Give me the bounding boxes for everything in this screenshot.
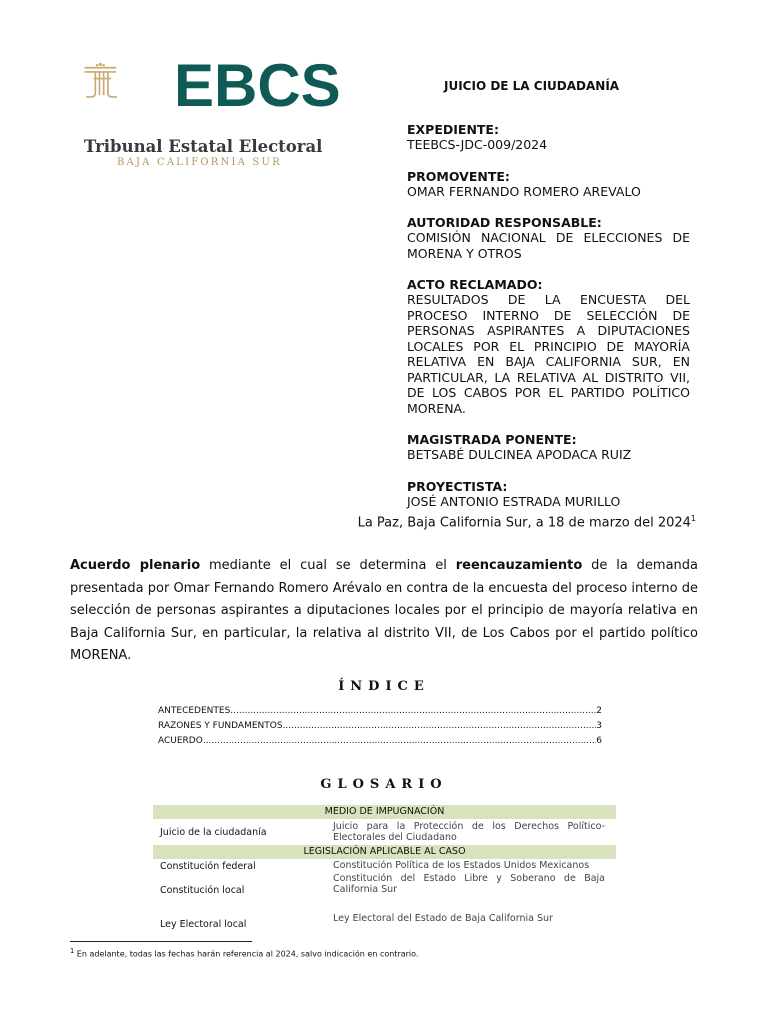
glossary-row (153, 819, 616, 845)
glossary-definition: Constitución del Estado Libre y Soberano de Baja California Sur (333, 873, 605, 895)
toc-page: 6 (596, 736, 602, 746)
toc-item[interactable] (158, 706, 602, 721)
field-label: MAGISTRADA PONENTE: (407, 432, 577, 447)
field-value: JOSÉ ANTONIO ESTRADA MURILLO (407, 493, 621, 509)
field-value: COMISIÓN NACIONAL DE ELECCIONES DE MORENA Y OTROS (407, 230, 690, 261)
table-of-contents (158, 706, 602, 751)
glossary-row (153, 913, 616, 935)
toc-label: RAZONES Y FUNDAMENTOS (158, 721, 283, 731)
intro-text: de la demanda presentada por Omar Fernando Romero Arévalo en contra de la encuesta del proceso interno de selección de personas aspirantes a diputaciones locales por el principio de mayoría relativa en Baja California Sur, en particular, la relativa al distrito VII, de Los Cabos por el partido político MORENA. (70, 558, 698, 663)
place-date-text: La Paz, Baja California Sur, a 18 de marzo del 2024 (357, 515, 691, 531)
field-value: RESULTADOS DE LA ENCUESTA DEL PROCESO INTERNO DE SELECCIÓN DE PERSONAS ASPIRANTES A DIPUTACIONES LOCALES POR EL PRINCIPIO DE MAYORÍA RELATIVA EN BAJA CALIFORNIA SUR, EN PARTICULAR, LA RELATIVA AL DISTRITO VII, DE LOS CABOS POR EL PARTIDO POLÍTICO MORENA. (407, 292, 690, 416)
index-title: ÍNDICE (338, 679, 430, 694)
footnote-mark: 1 (70, 947, 75, 955)
field-label: PROYECTISTA: (407, 478, 508, 494)
glossary-definition: Constitución Política de los Estados Unidos Mexicanos (333, 860, 590, 871)
field-proyectista (407, 479, 690, 510)
field-promovente (407, 169, 690, 200)
glossary-section-heading: LEGISLACIÓN APLICABLE AL CASO (153, 845, 616, 859)
organization-subtitle: BAJA CALIFORNIA SUR (117, 157, 282, 168)
glossary-title: GLOSARIO (320, 777, 448, 792)
glossary-row (153, 873, 616, 899)
intro-bold: reencauzamiento (455, 558, 583, 573)
tribunal-logo-emblem (82, 44, 182, 134)
field-value: BETSABÉ DULCINEA APODACA RUIZ (407, 447, 632, 462)
footnote-separator (70, 941, 252, 942)
field-autoridad (407, 215, 690, 261)
glossary-term: Constitución federal (160, 861, 256, 872)
field-expediente (407, 122, 690, 153)
field-value: OMAR FERNANDO ROMERO AREVALO (407, 183, 641, 199)
field-label: AUTORIDAD RESPONSABLE: (407, 215, 602, 230)
intro-bold: Acuerdo plenario (70, 558, 201, 573)
glossary-term: Juicio de la ciudadanía (160, 826, 267, 838)
field-label: ACTO RECLAMADO: (407, 277, 543, 292)
logo-wordmark: EBCS (174, 52, 341, 119)
intro-text: mediante el cual se determina el (200, 558, 456, 573)
field-label: PROMOVENTE: (407, 168, 510, 184)
case-fields (407, 122, 690, 525)
glossary-row (153, 860, 616, 873)
glossary-term: Constitución local (160, 884, 245, 896)
organization-name: Tribunal Estatal Electoral (84, 137, 323, 156)
field-value: TEEBCS-JDC-009/2024 (407, 137, 548, 152)
footnote-ref[interactable]: 1 (690, 514, 696, 523)
intro-paragraph (70, 555, 698, 668)
field-label: EXPEDIENTE: (407, 122, 499, 137)
field-magistrada (407, 432, 690, 463)
glossary-term: Ley Electoral local (160, 918, 247, 930)
toc-label: ANTECEDENTES (158, 706, 231, 716)
glossary-definition: Ley Electoral del Estado de Baja California Sur (333, 913, 553, 924)
toc-item[interactable] (158, 721, 602, 736)
field-acto (407, 277, 690, 416)
document-title: JUICIO DE LA CIUDADANÍA (444, 79, 620, 93)
glossary-definition: Juicio para la Protección de los Derechos Político-Electorales del Ciudadano (333, 821, 605, 843)
toc-page: 2 (596, 706, 602, 716)
place-and-date (358, 514, 696, 530)
toc-page: 3 (596, 721, 602, 731)
toc-label: ACUERDO (158, 736, 203, 746)
footnote-text: En adelante, todas las fechas harán referencia al 2024, salvo indicación en contrario. (74, 949, 419, 959)
glossary-table (153, 805, 616, 935)
footnote (70, 947, 418, 959)
toc-item[interactable] (158, 736, 602, 751)
glossary-section-heading: MEDIO DE IMPUGNACIÓN (153, 805, 616, 819)
